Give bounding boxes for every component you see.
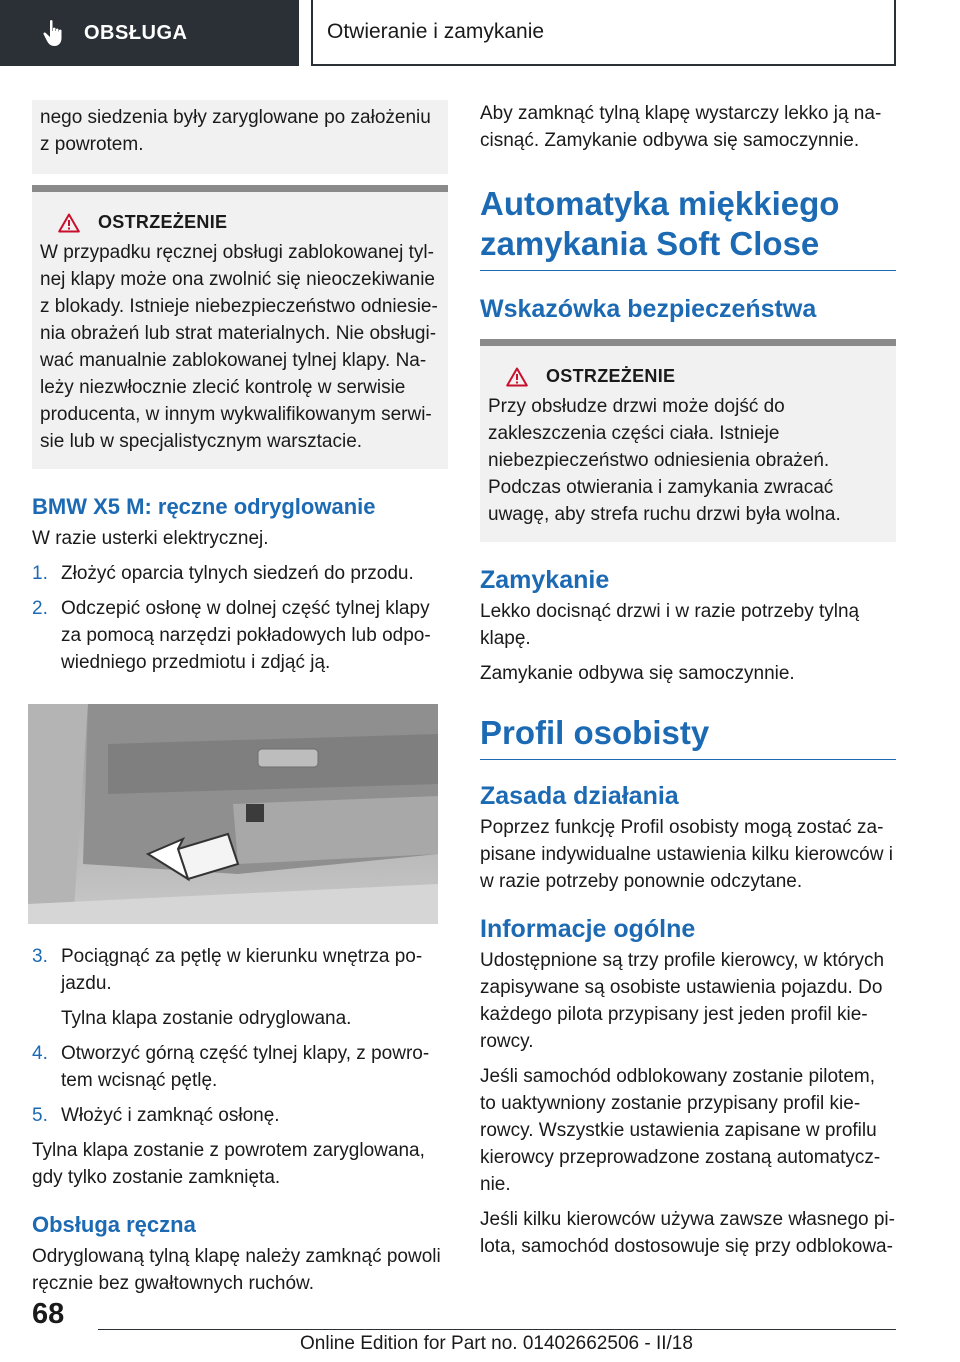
step-body (61, 595, 448, 676)
tailgate-cover-photo (28, 704, 438, 924)
general-text-1: Udostępnione są trzy profile kierowcy, w których zapisywane są osobiste ustawienia pojazdu. Do każdego pilota przypisany jest jeden profil kierowcy. (480, 950, 885, 1052)
footer-divider (98, 1329, 896, 1330)
steps-list-b (32, 943, 448, 1129)
warning-title-right: OSTRZEŻENIE (488, 366, 886, 387)
section-tab[interactable] (0, 0, 299, 66)
right-intro: Aby zamknąć tylną klapę wystarczy lekko ją nacisnąć. Zamykanie odbywa się samoczynnie. (480, 103, 882, 151)
principle-text: Poprzez funkcję Profil osobisty mogą zostać zapisane indywidualne ustawienia kilku kierowców i w razie potrzeby ponownie odczytane. (480, 817, 893, 892)
step-number: 1. (32, 563, 48, 584)
after-steps-text: Tylna klapa zostanie z powrotem zaryglowana, gdy tylko zostanie zamknięta. (32, 1140, 425, 1188)
closing-heading: Zamykanie (480, 566, 610, 594)
warning-text: W przypadku ręcznej obsługi zablokowanej tylnej klapy może ona zwolnić się nieoczekiwanie z blokady. Istnieje niebezpieczeństwo odniesienia obrażeń lub strat materialnych. Nie obsługiwać manualnie zablokowanej tylnej klapy. Należy niezwłocznie zlecić kontrolę w serwisie producenta, w innym wykwalifikowanym serwisie lub w specjalistycznym warsztacie. (40, 242, 438, 452)
page-number: 68 (32, 1298, 65, 1330)
general-text-3: Jeśli kilku kierowców używa zawsze własnego pilota, samochód dostosowuje się przy odblokowa- (480, 1209, 895, 1257)
warning-title: OSTRZEŻENIE (40, 212, 438, 233)
step-number: 3. (32, 946, 48, 967)
step-text: Włożyć i zamknąć osłonę. (61, 1105, 280, 1126)
safety-heading: Wskazówka bezpieczeństwa (480, 295, 817, 323)
step-text: Otworzyć górną część tylnej klapy, z powrotem wcisnąć pętlę. (61, 1043, 430, 1091)
steps-list-a (32, 560, 448, 676)
general-text-2: Jeśli samochód odblokowany zostanie pilotem, to uaktywniony zostanie przypisany profil kierowcy. Wszystkie ustawienia zapisane w profilu kierowcy przeprowadzone zostaną automatycznie. (480, 1066, 881, 1195)
continued-note-box (32, 100, 448, 174)
step-body (61, 1102, 280, 1129)
principle-heading: Zasada działania (480, 782, 679, 810)
warning-text-right: Przy obsłudze drzwi może dojść do zakleszczenia części ciała. Istnieje niebezpieczeństwo odniesienia obrażeń. Podczas otwierania i zamykania zwracać uwagę, aby strefa ruchu drzwi była wolna. (488, 396, 841, 525)
step-item (32, 1102, 448, 1129)
left-column (32, 100, 448, 1305)
step-note: Tylna klapa zostanie odryglowana. (61, 1008, 352, 1029)
right-column (480, 100, 896, 1268)
hand-pointer-icon (42, 19, 68, 47)
step-text: Odczepić osłonę w dolnej część tylnej klapy za pomocą narzędzi pokładowych lub odpowiedniego przedmiotu i zdjąć ją. (61, 598, 431, 673)
step-number: 4. (32, 1043, 48, 1064)
soft-close-heading: Automatyka miękkiego zamykania Soft Close (480, 184, 896, 271)
section-label: OBSŁUGA (84, 21, 188, 44)
step-item (32, 560, 448, 587)
intro-text: nego siedzenia były zaryglowane po założeniu z powrotem. (40, 107, 431, 155)
step-body (61, 1040, 448, 1094)
warning-box-right (480, 339, 896, 542)
step-item (32, 943, 448, 1032)
closing-text-1: Lekko docisnąć drzwi i w razie potrzeby tylną klapę. (480, 601, 860, 649)
general-heading: Informacje ogólne (480, 915, 696, 943)
step-number: 5. (32, 1105, 48, 1126)
manual-text: Odryglowaną tylną klapę należy zamknąć powoli ręcznie bez gwałtownych ruchów. (32, 1246, 441, 1294)
manual-heading: Obsługa ręczna (32, 1212, 196, 1237)
warning-triangle-icon (58, 213, 80, 233)
warning-triangle-icon (506, 367, 528, 387)
step-text: Pociągnąć za pętlę w kierunku wnętrza pojazdu. (61, 946, 423, 994)
closing-text-2: Zamykanie odbywa się samoczynnie. (480, 663, 795, 684)
unlock-heading: BMW X5 M: ręczne odryglowanie (32, 494, 376, 519)
step-body (61, 560, 414, 587)
edition-footer: Online Edition for Part no. 01402662506 - II/18 (300, 1333, 693, 1354)
chapter-title: Otwieranie i zamykanie (311, 0, 896, 66)
warning-box (32, 185, 448, 469)
unlock-intro: W razie usterki elektrycznej. (32, 528, 269, 549)
profile-heading: Profil osobisty (480, 713, 896, 760)
step-item (32, 595, 448, 676)
step-item (32, 1040, 448, 1094)
step-body (61, 943, 448, 1032)
step-number: 2. (32, 598, 48, 619)
step-text: Złożyć oparcia tylnych siedzeń do przodu. (61, 563, 414, 584)
